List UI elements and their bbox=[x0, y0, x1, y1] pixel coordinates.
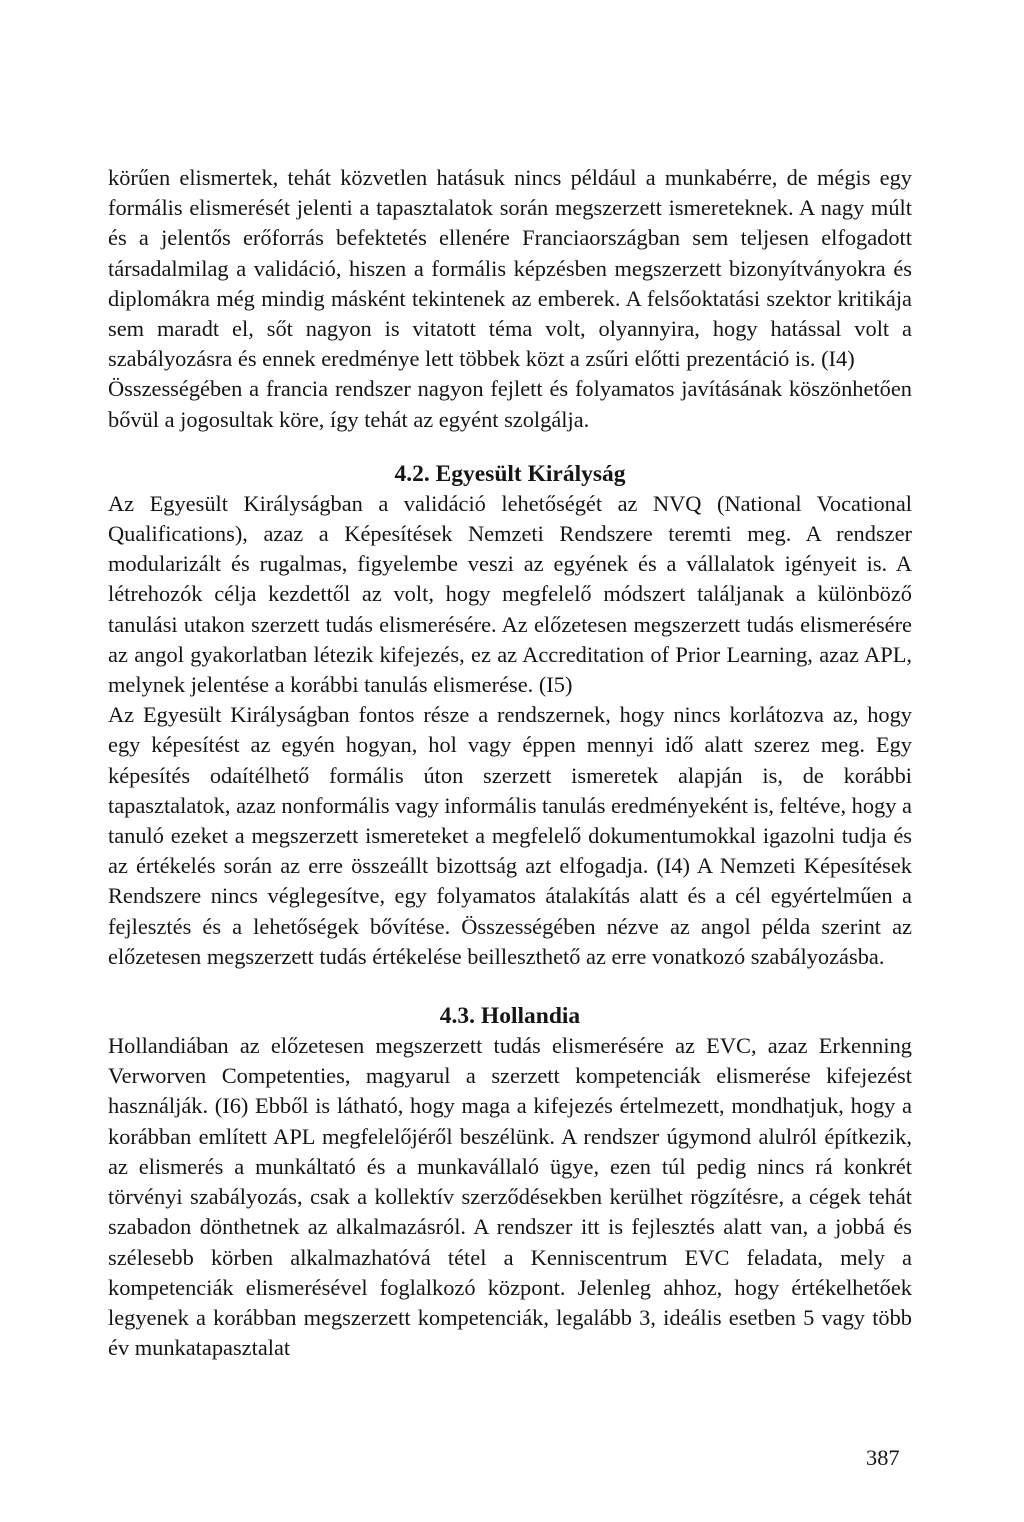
page-number: 387 bbox=[866, 1445, 900, 1470]
body-paragraph: körűen elismertek, tehát közvetlen hatásuk nincs például a munkabérre, de mégis egy formális elismerését jelenti a tapasztalatok során megszerzett ismereteknek. A nagy múlt és a jelentős erőforrás befektetés ellenére Franciaországban sem teljesen elfogadott társadalmilag a validáció, hiszen a formális képzésben megszerzett bizonyítványokra és diplomákra még mindig másként tekintenek az emberek. A felsőoktatási szektor kritikája sem maradt el, sőt nagyon is vitatott téma volt, olyannyira, hogy hatással volt a szabályozásra és ennek eredménye lett többek közt a zsűri előtti prezentáció is. (I4) bbox=[108, 165, 912, 372]
section-heading-uk: 4.2. Egyesült Királyság bbox=[394, 460, 626, 487]
section-heading-nl: 4.3. Hollandia bbox=[439, 1003, 581, 1030]
page-body bbox=[108, 163, 912, 1363]
body-paragraph: Összességében a francia rendszer nagyon fejlett és folyamatos javításának köszönhetően bővül a jogosultak köre, így tehát az egyént szolgálja. bbox=[108, 376, 912, 432]
body-paragraph: Hollandiában az előzetesen megszerzett tudás elismerésére az EVC, azaz Erkenning Verworven Competenties, magyarul a szerzett kompetenciák elismerése kifejezést használják. (I6) Ebből is látható, hogy maga a kifejezés értelmezett, mondhatjuk, hogy a korábban említett APL megfelelőjéről beszélünk. A rendszer úgymond alulról építkezik, az elismerés a munkáltató és a munkavállaló ügye, ezen túl pedig nincs rá konkrét törvényi szabályozás, csak a kollektív szerződésekben kerülhet rögzítésre, a cégek tehát szabadon dönthetnek az alkalmazásról. A rendszer itt is fejlesztés alatt van, a jobbá és szélesebb körben alkalmazhatóvá tétel a Kenniscentrum EVC feladata, mely a kompetenciák elismerésével foglalkozó központ. Jelenleg ahhoz, hogy értékelhetőek legyenek a korábban megszerzett kompetenciák, legalább 3, ideális esetben 5 vagy több év munkatapasztalat bbox=[108, 1033, 912, 1361]
body-paragraph: Az Egyesült Királyságban a validáció lehetőségét az NVQ (National Vocational Qualifications), azaz a Képesítések Nemzeti Rendszere teremti meg. A rendszer modularizált és rugalmas, figyelembe veszi az egyének és a vállalatok igényeit is. A létrehozók célja kezdettől az volt, hogy megfelelő módszert találjanak a különböző tanulási utakon szerzett tudás elismerésére. Az előzetesen megszerzett tudás elismerésére az angol gyakorlatban létezik kifejezés, ez az Accreditation of Prior Learning, azaz APL, melynek jelentése a korábbi tanulás elismerése. (I5) bbox=[108, 490, 912, 698]
body-paragraph: Az Egyesült Királyságban fontos része a rendszernek, hogy nincs korlátozva az, hogy egy képesítést az egyén hogyan, hol vagy éppen mennyi idő alatt szerez meg. Egy képesítés odaítélhető formális úton szerzett ismeretek alapján is, de korábbi tapasztalatok, azaz nonformális vagy informális tanulás eredményeként is, feltéve, hogy a tanuló ezeket a megszerzett ismereteket a megfelelő dokumentumokkal igazolni tudja és az értékelés során az erre összeállt bizottság azt elfogadja. (I4) A Nemzeti Képesítések Rendszere nincs véglegesítve, egy folyamatos átalakítás alatt és a cél egyértelműen a fejlesztés és a lehetőségek bővítése. Összességében nézve az angol példa szerint az előzetesen megszerzett tudás értékelése beilleszthető az erre vonatkozó szabályozásba. bbox=[108, 702, 912, 969]
